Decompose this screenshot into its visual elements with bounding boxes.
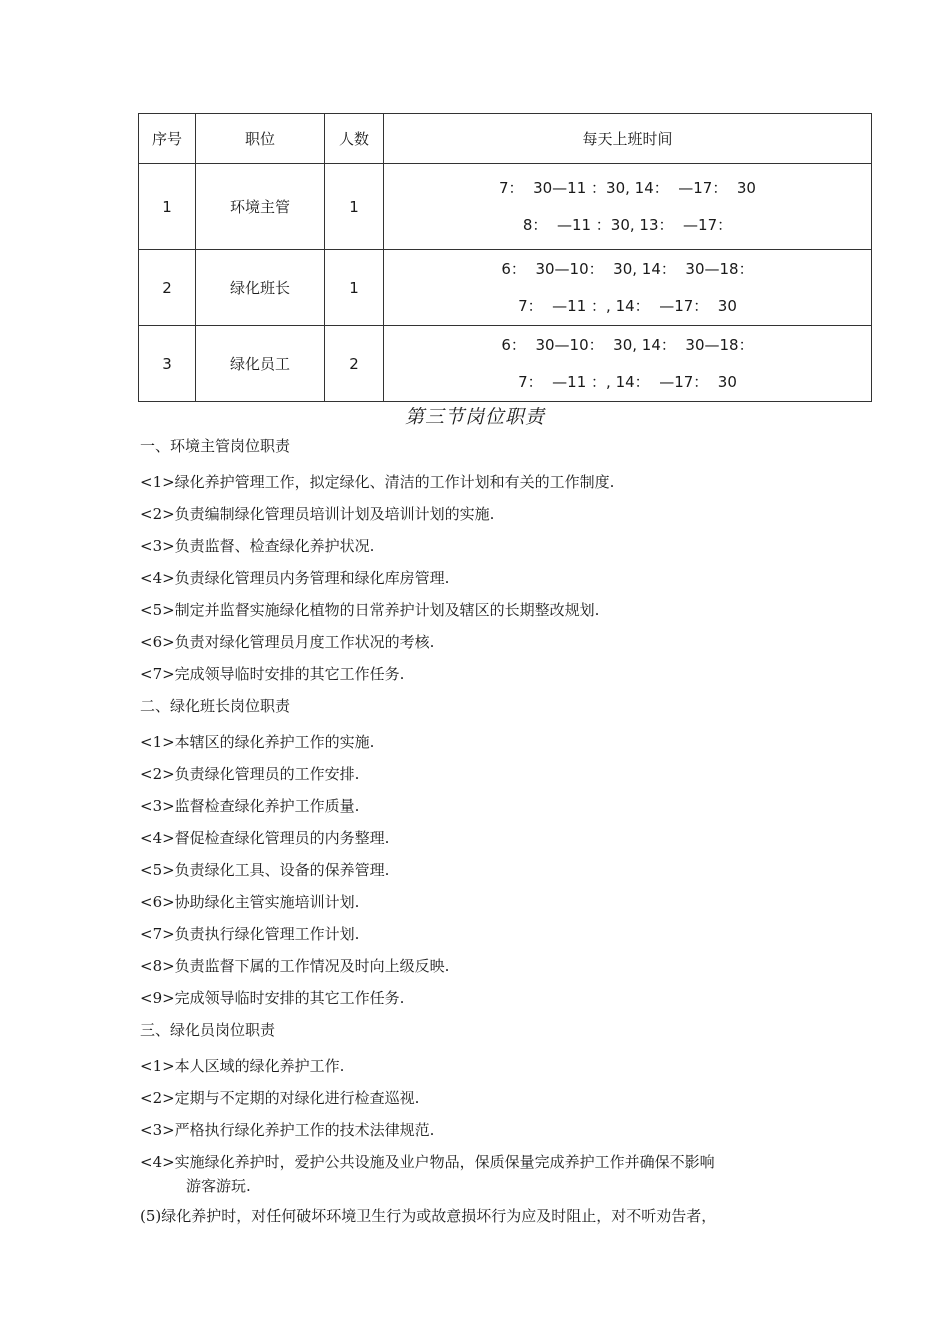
list-item: <3>负责监督、检查绿化养护状况. xyxy=(140,537,375,555)
list-item: <2>定期与不定期的对绿化进行检查巡视. xyxy=(140,1089,420,1107)
cell-no: 1 xyxy=(139,164,196,250)
list-item: <5>负责绿化工具、设备的保养管理. xyxy=(140,861,390,879)
section-heading: 一、环境主管岗位职责 xyxy=(140,437,291,455)
cell-count: 1 xyxy=(325,250,384,326)
cell-position: 绿化员工 xyxy=(196,326,325,402)
list-item: <4>负责绿化管理员内务管理和绿化库房管理. xyxy=(140,569,450,587)
time-line: 7： —11 ：, 14： —17： 30 xyxy=(518,372,737,391)
header-position: 职位 xyxy=(196,114,325,164)
list-item: <1>本辖区的绿化养护工作的实施. xyxy=(140,733,375,751)
table-row xyxy=(139,326,872,402)
table-row xyxy=(139,250,872,326)
list-item: <4>督促检查绿化管理员的内务整理. xyxy=(140,829,390,847)
cell-position: 绿化班长 xyxy=(196,250,325,326)
list-item: <6>负责对绿化管理员月度工作状况的考核. xyxy=(140,633,435,651)
time-line: 6： 30—10： 30, 14： 30—18： xyxy=(501,335,754,354)
table-header-row xyxy=(139,114,872,164)
section-heading: 二、绿化班长岗位职责 xyxy=(140,697,291,715)
cell-times xyxy=(384,250,872,326)
time-line: 8： —11 ：30, 13： —17： xyxy=(522,215,733,234)
time-line: 7： —11 ：, 14： —17： 30 xyxy=(518,296,737,315)
list-item: (5)绿化养护时，对任何破坏环境卫生行为或故意损坏行为应及时阻止，对不听劝告者， xyxy=(140,1207,717,1225)
list-item: <2>负责绿化管理员的工作安排. xyxy=(140,765,360,783)
cell-position: 环境主管 xyxy=(196,164,325,250)
list-item: <7>完成领导临时安排的其它工作任务. xyxy=(140,665,405,683)
cell-count: 2 xyxy=(325,326,384,402)
cell-no: 2 xyxy=(139,250,196,326)
list-item: <4>实施绿化养护时，爱护公共设施及业户物品，保质保量完成养护工作并确保不影响 xyxy=(140,1153,715,1171)
list-item: <3>严格执行绿化养护工作的技术法律规范. xyxy=(140,1121,435,1139)
section-title: 第三节岗位职责 xyxy=(404,406,545,428)
list-item: <8>负责监督下属的工作情况及时向上级反映. xyxy=(140,957,450,975)
section-heading: 三、绿化员岗位职责 xyxy=(140,1021,276,1039)
table-row xyxy=(139,164,872,250)
list-item: <6>协助绿化主管实施培训计划. xyxy=(140,893,360,911)
schedule-table xyxy=(138,113,872,402)
cell-times xyxy=(384,326,872,402)
list-item: <7>负责执行绿化管理工作计划. xyxy=(140,925,360,943)
time-line: 6： 30—10： 30, 14： 30—18： xyxy=(501,259,754,278)
cell-no: 3 xyxy=(139,326,196,402)
time-line: 7： 30—11 ：30, 14： —17： 30 xyxy=(499,178,756,197)
list-item: <1>本人区域的绿化养护工作. xyxy=(140,1057,345,1075)
header-work-time: 每天上班时间 xyxy=(384,114,872,164)
list-item-continuation: 游客游玩. xyxy=(186,1177,251,1195)
header-no: 序号 xyxy=(139,114,196,164)
list-item: <5>制定并监督实施绿化植物的日常养护计划及辖区的长期整改规划. xyxy=(140,601,600,619)
cell-times xyxy=(384,164,872,250)
list-item: <3>监督检查绿化养护工作质量. xyxy=(140,797,360,815)
cell-count: 1 xyxy=(325,164,384,250)
list-item: <9>完成领导临时安排的其它工作任务. xyxy=(140,989,405,1007)
list-item: <2>负责编制绿化管理员培训计划及培训计划的实施. xyxy=(140,505,495,523)
list-item: <1>绿化养护管理工作，拟定绿化、清洁的工作计划和有关的工作制度. xyxy=(140,473,615,491)
header-count: 人数 xyxy=(325,114,384,164)
